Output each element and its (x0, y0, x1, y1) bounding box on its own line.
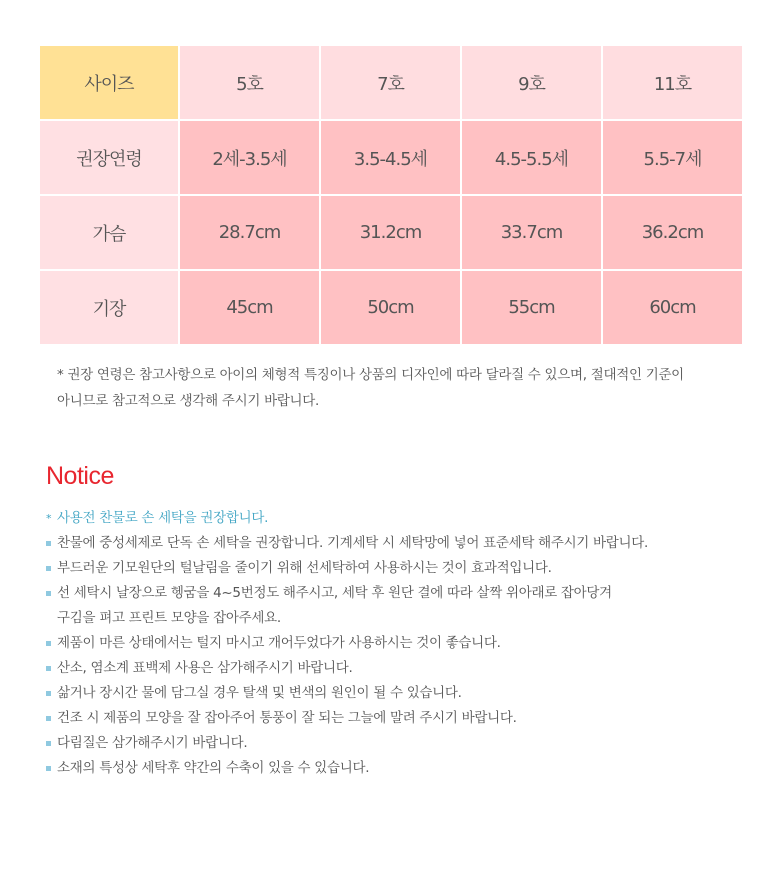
age-value-11: 5.5-7세 (603, 121, 742, 194)
square-bullet-icon (46, 566, 51, 571)
notice-item (46, 631, 746, 656)
notice-item-text: 산소, 염소계 표백제 사용은 삼가해주시기 바랍니다. (57, 660, 353, 676)
notice-item (46, 556, 746, 581)
length-value-11: 60cm (603, 271, 742, 344)
notice-item-text: 건조 시 제품의 모양을 잘 잡아주어 통풍이 잘 되는 그늘에 말려 주시기 바랍니다. (57, 710, 517, 726)
square-bullet-icon (46, 691, 51, 696)
notice-list (46, 506, 746, 781)
chest-row-label: 가슴 (40, 196, 178, 269)
notice-item (46, 681, 746, 706)
notice-item-text: 찬물에 중성세제로 단독 손 세탁을 권장합니다. 기계세탁 시 세탁망에 넣어 표준세탁 해주시기 바랍니다. (57, 535, 648, 551)
notice-item (46, 756, 746, 781)
notice-item (46, 731, 746, 756)
age-value-9: 4.5-5.5세 (462, 121, 601, 194)
age-footnote (57, 362, 737, 414)
notice-item (46, 531, 746, 556)
notice-item-text: 선 세탁시 날장으로 헹굼을 4~5번정도 해주시고, 세탁 후 원단 결에 따라 살짝 위아래로 잡아당겨 (57, 585, 612, 601)
chest-value-5: 28.7cm (180, 196, 319, 269)
square-bullet-icon (46, 716, 51, 721)
notice-item-text: 다림질은 삼가해주시기 바랍니다. (57, 735, 248, 751)
chest-row (40, 196, 742, 269)
size-11-header: 11호 (603, 46, 742, 119)
size-5-header: 5호 (180, 46, 319, 119)
length-row-label: 기장 (40, 271, 178, 344)
footnote-line-2: 아니므로 참고적으로 생각해 주시기 바랍니다. (57, 393, 320, 409)
length-value-7: 50cm (321, 271, 460, 344)
square-bullet-icon (46, 741, 51, 746)
age-value-7: 3.5-4.5세 (321, 121, 460, 194)
notice-highlight-item (46, 506, 746, 531)
asterisk-icon: * (46, 512, 52, 525)
chest-value-7: 31.2cm (321, 196, 460, 269)
size-chart-table (38, 44, 744, 346)
notice-item (46, 581, 746, 631)
square-bullet-icon (46, 766, 51, 771)
notice-item-text-continued: 구김을 펴고 프린트 모양을 잡아주세요. (57, 610, 281, 626)
notice-item-text: 부드러운 기모원단의 털날림을 줄이기 위해 선세탁하여 사용하시는 것이 효과적입니다. (57, 560, 552, 576)
length-value-5: 45cm (180, 271, 319, 344)
age-value-5: 2세-3.5세 (180, 121, 319, 194)
size-9-header: 9호 (462, 46, 601, 119)
notice-title: Notice (46, 462, 114, 490)
footnote-line-1: * 권장 연령은 참고사항으로 아이의 체형적 특징이나 상품의 디자인에 따라 달라질 수 있으며, 절대적인 기준이 (57, 367, 684, 383)
age-row-label: 권장연령 (40, 121, 178, 194)
notice-item (46, 706, 746, 731)
square-bullet-icon (46, 541, 51, 546)
notice-highlight-text: 사용전 찬물로 손 세탁을 권장합니다. (57, 510, 269, 526)
notice-item-text: 삶거나 장시간 물에 담그실 경우 탈색 및 변색의 원인이 될 수 있습니다. (57, 685, 462, 701)
age-row (40, 121, 742, 194)
size-header-label: 사이즈 (40, 46, 178, 119)
length-row (40, 271, 742, 344)
square-bullet-icon (46, 666, 51, 671)
square-bullet-icon (46, 641, 51, 646)
size-header-row (40, 46, 742, 119)
length-value-9: 55cm (462, 271, 601, 344)
size-7-header: 7호 (321, 46, 460, 119)
notice-item (46, 656, 746, 681)
square-bullet-icon (46, 591, 51, 596)
chest-value-9: 33.7cm (462, 196, 601, 269)
notice-item-text: 제품이 마른 상태에서는 털지 마시고 개어두었다가 사용하시는 것이 좋습니다. (57, 635, 501, 651)
notice-item-text: 소재의 특성상 세탁후 약간의 수축이 있을 수 있습니다. (57, 760, 370, 776)
chest-value-11: 36.2cm (603, 196, 742, 269)
